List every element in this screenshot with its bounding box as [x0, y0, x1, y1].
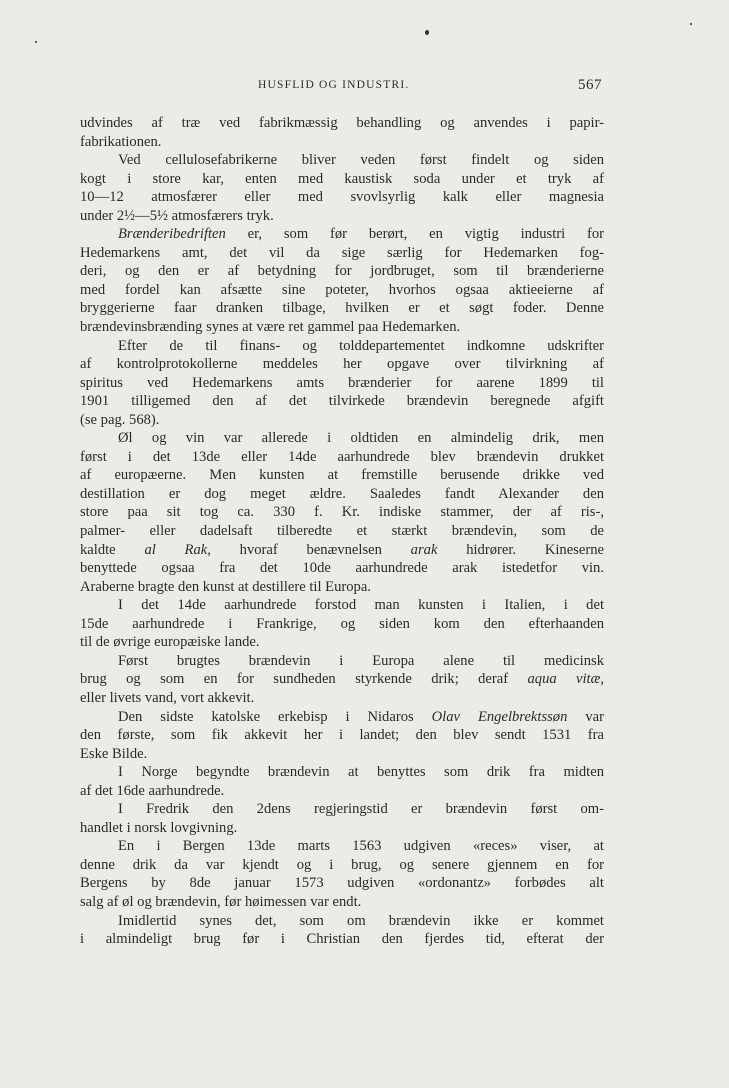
text-run: , hvoraf benævnelsen	[207, 541, 411, 558]
paragraph	[80, 652, 604, 708]
text-line: Imidlertid synes det, som om brændevin ikke er kommet	[118, 912, 604, 929]
text-run: var	[567, 708, 604, 725]
text-line: af europæerne. Men kunsten at fremstille berusende drikke ved	[80, 467, 604, 484]
paragraph	[80, 708, 604, 764]
text-line: Bergens by 8de januar 1573 udgiven «ordonantz» forbødes alt	[80, 875, 604, 892]
text-line: af det 16de aarhundrede.	[80, 782, 225, 799]
text-run: er, som før berørt, en vigtig industri for	[225, 226, 604, 243]
text-line: fabrikationen.	[80, 133, 162, 150]
text-line: af kontrolprotokollerne meddeles her opgave over tilvirkning af	[80, 356, 604, 373]
paragraph	[80, 151, 604, 225]
print-speck	[690, 23, 692, 25]
text-line: Eske Bilde.	[80, 745, 148, 762]
text-line: Øl og vin var allerede i oldtiden en almindelig drik, men	[118, 430, 604, 447]
paragraph	[80, 763, 604, 800]
text-line	[80, 541, 604, 560]
text-line: palmer- eller dadelsaft tilberedte et stærkt brændevin, som de	[80, 523, 604, 540]
text-run: brug og som en for sundheden styrkende drik; deraf	[80, 671, 528, 688]
text-line: Efter de til finans- og tolddepartementet indkomne udskrifter	[118, 337, 604, 354]
text-line	[80, 670, 604, 689]
text-line: 10—12 atmosfærer eller med svovlsyrlig kalk eller magnesia	[80, 189, 604, 206]
text-run: kaldte	[80, 541, 145, 558]
text-line: I Norge begyndte brændevin at benyttes som drik fra midten	[118, 764, 604, 781]
text-line: til de øvrige europæiske lande.	[80, 634, 260, 651]
italic-term: aqua vitæ,	[527, 671, 604, 688]
text-line: denne drik da var kjendt og i brug, og senere gjennem en for	[80, 856, 604, 873]
text-line: store paa sit tog ca. 330 f. Kr. indiske stammer, der af ris-,	[80, 504, 604, 521]
text-line	[80, 708, 604, 727]
text-line: Hedemarkens amt, det vil da sige særlig for Hedemarken fog-	[80, 244, 604, 261]
text-line: spiritus ved Hedemarkens amts brænderier for aarene 1899 til	[80, 374, 604, 391]
text-line: (se pag. 568).	[80, 411, 160, 428]
text-line	[80, 225, 604, 244]
paragraph	[80, 337, 604, 430]
italic-term: al Rak	[144, 541, 208, 558]
body-text	[80, 114, 604, 949]
paragraph	[80, 225, 604, 336]
italic-term: Brænderibedriften	[118, 226, 226, 243]
paragraph	[80, 429, 604, 596]
running-head	[80, 79, 602, 97]
text-line: Ved cellulosefabrikerne bliver veden først findelt og siden	[118, 152, 604, 169]
text-line: bryggerierne faar dranken tilbage, hvilken er et søgt foder. Denne	[80, 300, 604, 317]
text-line: i almindeligt brug før i Christian den fjerdes tid, efterat der	[80, 931, 604, 948]
text-line: med fordel kan afsætte sine poteter, hvorhos ogsaa aktieeierne af	[80, 281, 604, 298]
text-line: 15de aarhundrede i Frankrige, og siden kom den efterhaanden	[80, 615, 604, 632]
text-line: benyttede ogsaa fra det 10de aarhundrede arak istedetfor vin.	[80, 560, 604, 577]
italic-term: arak	[410, 541, 438, 558]
paragraph	[80, 837, 604, 911]
print-speck	[425, 30, 429, 35]
running-title: HUSFLID OG INDUSTRI.	[258, 79, 410, 91]
page-number: 567	[578, 77, 602, 93]
text-line: deri, og den er af betydning for jordbruget, som til brænderierne	[80, 263, 604, 280]
text-line: 1901 tilligemed den af det tilvirkede brændevin beregnede afgift	[80, 393, 604, 410]
text-line: brændevinsbrænding synes at være ret gammel paa Hedemarken.	[80, 319, 461, 336]
text-line: En i Bergen 13de marts 1563 udgiven «reces» viser, at	[118, 838, 604, 855]
text-line: under 2½—5½ atmosfærers tryk.	[80, 207, 274, 224]
print-speck	[35, 41, 37, 43]
text-line: Først brugtes brændevin i Europa alene til medicinsk	[118, 652, 604, 669]
text-run: hidrører. Kineserne	[437, 541, 604, 558]
text-line: eller livets vand, vort akkevit.	[80, 689, 255, 706]
paragraph	[80, 596, 604, 652]
paragraph	[80, 114, 604, 151]
italic-term: Olav Engelbrektssøn	[431, 708, 568, 725]
text-line: I det 14de aarhundrede forstod man kunsten i Italien, i det	[118, 597, 604, 614]
text-line: I Fredrik den 2dens regjeringstid er brændevin først om-	[118, 801, 604, 818]
paragraph	[80, 800, 604, 837]
text-run: Den sidste katolske erkebisp i Nidaros	[118, 708, 432, 725]
text-line: Araberne bragte den kunst at destillere til Europa.	[80, 578, 371, 595]
text-line: destillation er dog meget ældre. Saaledes fandt Alexander den	[80, 485, 604, 502]
text-line: først i det 13de eller 14de aarhundrede blev brændevin drukket	[80, 448, 604, 465]
text-line: handlet i norsk lovgivning.	[80, 819, 238, 836]
text-line: salg af øl og brændevin, før høimessen var endt.	[80, 893, 362, 910]
text-line: kogt i store kar, enten med kaustisk soda under et tryk af	[80, 170, 604, 187]
text-line: den første, som fik akkevit her i landet; den blev sendt 1531 fra	[80, 727, 604, 744]
text-line: udvindes af træ ved fabrikmæssig behandling og anvendes i papir-	[80, 115, 604, 131]
paragraph	[80, 912, 604, 949]
